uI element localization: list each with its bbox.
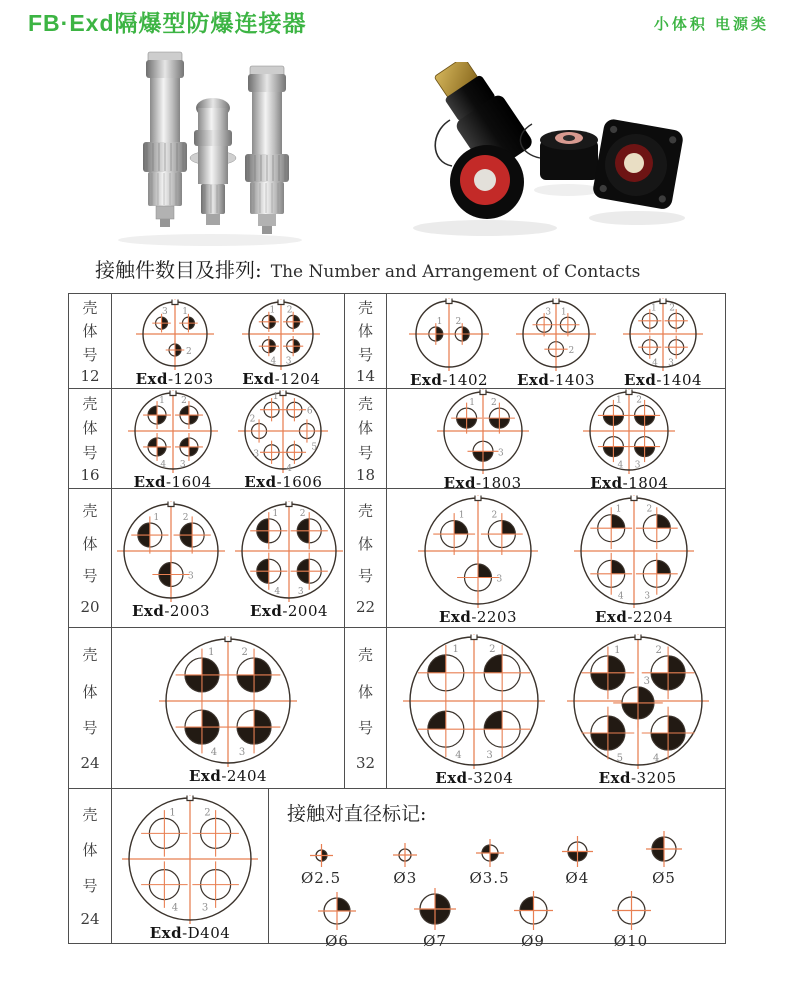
model-label xyxy=(136,370,214,388)
shell-number: 18 xyxy=(355,466,376,485)
contact-number-label: 1 xyxy=(169,806,176,818)
contact-diagram-exd-1203 xyxy=(131,295,219,388)
model-label xyxy=(150,924,231,942)
contact-diagram-exd-1606 xyxy=(233,386,333,491)
model-number: -1604 xyxy=(165,473,212,491)
shell-number: 24 xyxy=(80,910,100,929)
contact-number-label: 2 xyxy=(180,396,187,406)
shell-label-char: 壳 xyxy=(82,645,98,664)
table-row xyxy=(69,628,725,789)
diameter-marker-symbol xyxy=(413,887,457,931)
model-prefix: Exd xyxy=(135,369,168,388)
contact-number-label: 1 xyxy=(613,644,621,656)
contact-number-label: 2 xyxy=(249,414,256,425)
contact-number-label: 5 xyxy=(616,752,623,764)
model-number: -3205 xyxy=(630,768,677,787)
shell-size-cell-32 xyxy=(345,628,387,788)
model-prefix: Exd xyxy=(623,370,657,389)
model-prefix: Exd xyxy=(409,370,443,389)
contact-number-label: 3 xyxy=(496,574,503,584)
shell-label-char: 壳 xyxy=(357,502,373,521)
diameter-marker-label: Ø7 xyxy=(423,932,447,950)
black-plug-connector xyxy=(426,62,535,219)
contact-diagram-exd-1604 xyxy=(123,386,223,491)
model-number: -3204 xyxy=(467,768,514,787)
diameter-marker-d2.5 xyxy=(301,843,341,887)
shell-number: 16 xyxy=(80,466,100,485)
shell-label-char: 号 xyxy=(357,345,373,364)
contact-number-label: 3 xyxy=(286,356,292,367)
contact-diagram-exd-2203 xyxy=(413,491,543,626)
diagram-cell xyxy=(387,389,725,492)
table-row xyxy=(69,389,725,492)
contact-number-label: 3 xyxy=(238,746,246,758)
connector-face-drawing xyxy=(237,295,325,373)
contact-number-label: 3 xyxy=(644,590,651,601)
model-prefix: Exd xyxy=(188,766,222,785)
shell-label-char: 体 xyxy=(357,322,373,341)
model-number: -1402 xyxy=(442,370,489,389)
contact-number-label: 4 xyxy=(652,358,658,369)
model-label xyxy=(189,767,267,785)
contact-number-label: 4 xyxy=(210,746,218,758)
model-number: -1203 xyxy=(167,369,214,388)
diameter-marker-label: Ø2.5 xyxy=(301,869,342,887)
contact-number-label: 1 xyxy=(272,508,279,519)
contact-number-label: 5 xyxy=(311,442,318,453)
diagram-cell xyxy=(112,294,345,388)
shell-label-char: 号 xyxy=(82,876,98,895)
diameter-marker-symbol xyxy=(561,835,594,868)
shell-size-cell-14 xyxy=(345,294,387,388)
shell-size-cell-22 xyxy=(345,489,387,627)
diagram-cell xyxy=(112,389,345,491)
page-title: FB·Exd隔爆型防爆连接器 xyxy=(28,10,307,36)
diameter-marker-d3.5 xyxy=(470,838,510,887)
model-number: -D404 xyxy=(182,923,231,942)
contact-number-label: 1 xyxy=(269,304,276,315)
shell-label-char: 体 xyxy=(357,682,373,701)
contact-number-label: 2 xyxy=(455,316,462,327)
shell-label-char: 壳 xyxy=(357,298,373,317)
flange-receptacle xyxy=(592,118,685,211)
diameter-marker-label: Ø9 xyxy=(521,932,545,950)
diameter-marker-d9 xyxy=(489,890,577,950)
shell-size-cell-24 xyxy=(69,628,112,788)
contact-number-label: 4 xyxy=(652,752,660,764)
shell-size-cell-16 xyxy=(69,389,112,488)
section-title-en: The Number and Arrangement of Contacts xyxy=(270,262,641,282)
contact-number-label: 4 xyxy=(455,749,462,761)
diameter-marker-symbol xyxy=(392,842,418,868)
diameter-marker-label: Ø10 xyxy=(613,932,649,950)
contact-number-label: 2 xyxy=(491,510,498,520)
model-label xyxy=(250,602,328,620)
protective-cap xyxy=(520,124,598,180)
contact-number-label: 3 xyxy=(486,749,494,761)
diameter-marker-d4 xyxy=(561,835,594,887)
connector-face-drawing xyxy=(131,295,219,373)
contact-number-label: 2 xyxy=(489,643,496,655)
markers-title: 接触对直径标记: xyxy=(287,803,427,825)
shell-size-cell-18 xyxy=(345,389,387,488)
connector-face-drawing xyxy=(123,386,223,476)
contact-number-label: 4 xyxy=(171,902,179,914)
shell-label-char: 体 xyxy=(82,322,98,341)
product-photo-metal-connectors xyxy=(106,46,314,248)
contact-number-label: 2 xyxy=(636,395,643,406)
section-title xyxy=(95,254,640,283)
model-prefix: Exd xyxy=(242,369,275,388)
contact-number-label: 2 xyxy=(241,646,248,658)
model-number: -2203 xyxy=(471,607,518,626)
shell-label-char: 壳 xyxy=(82,502,98,521)
model-prefix: Exd xyxy=(438,607,472,626)
diameter-marker-d6 xyxy=(293,891,381,950)
shell-label-char: 壳 xyxy=(82,394,98,413)
model-prefix: Exd xyxy=(598,768,631,787)
diameter-marker-symbol xyxy=(475,838,505,868)
shell-label-char: 号 xyxy=(357,567,373,586)
contact-number-label: 1 xyxy=(616,395,623,406)
contact-diagram-exd-2404 xyxy=(154,632,302,785)
diameter-markers-panel xyxy=(269,789,725,950)
shell-size-cell-20 xyxy=(69,489,112,627)
contact-number-label: 1 xyxy=(181,306,188,317)
contact-number-label: 2 xyxy=(669,302,675,313)
contact-number-label: 4 xyxy=(617,590,624,601)
model-number: -2404 xyxy=(221,766,268,785)
model-number: -1804 xyxy=(622,474,669,492)
contact-diagram-exd-1403 xyxy=(511,294,601,389)
connector-face-drawing xyxy=(117,791,263,927)
contact-diagram-exd-3205 xyxy=(562,630,714,787)
diameter-marker-symbol xyxy=(645,830,683,868)
contact-number-label: 6 xyxy=(307,406,313,417)
model-label xyxy=(435,769,513,787)
model-label xyxy=(599,769,677,787)
diameter-marker-d7 xyxy=(391,887,479,950)
shell-label-char: 体 xyxy=(82,841,98,860)
diagram-cell xyxy=(387,489,725,627)
silver-connector-2 xyxy=(190,98,236,225)
model-number: -1403 xyxy=(549,370,596,389)
contact-number-label: 3 xyxy=(545,306,552,317)
contact-number-label: 1 xyxy=(436,316,443,327)
model-label xyxy=(132,602,210,620)
contact-diagram-exd-2004 xyxy=(230,497,348,620)
contact-number-label: 1 xyxy=(273,392,279,403)
model-number: -2204 xyxy=(627,607,674,626)
contact-number-label: 4 xyxy=(286,463,293,474)
diagram-cell xyxy=(387,628,725,788)
contact-number-label: 3 xyxy=(253,449,260,460)
model-prefix: Exd xyxy=(443,474,476,492)
contact-number-label: 1 xyxy=(560,306,567,317)
diagram-cell xyxy=(112,628,345,788)
contact-number-label: 1 xyxy=(158,396,165,406)
markers-row-1 xyxy=(287,826,711,887)
model-number: -1204 xyxy=(274,369,321,388)
contact-number-label: 4 xyxy=(274,586,281,597)
product-photo-black-connectors xyxy=(390,62,690,244)
shell-number: 22 xyxy=(355,597,376,616)
model-number: -2004 xyxy=(282,601,329,620)
diameter-marker-d3 xyxy=(392,842,418,887)
shell-label-char: 体 xyxy=(82,534,98,553)
diameter-marker-symbol xyxy=(513,890,554,931)
model-label xyxy=(242,370,320,388)
connector-face-drawing xyxy=(112,497,230,605)
contact-diagram-exd-2003 xyxy=(112,497,230,620)
shell-label-char: 体 xyxy=(82,419,98,438)
shell-size-cell-12 xyxy=(69,294,112,388)
contact-number-label: 2 xyxy=(299,508,306,519)
shell-number: 24 xyxy=(80,754,100,773)
table-row-bottom xyxy=(69,789,725,950)
diameter-marker-label: Ø3 xyxy=(393,869,418,887)
model-number: -1606 xyxy=(276,473,323,491)
contact-number-label: 2 xyxy=(204,806,211,818)
diameter-marker-symbol xyxy=(611,890,652,931)
contact-number-label: 3 xyxy=(643,675,650,687)
shell-label-char: 壳 xyxy=(357,394,373,413)
model-label xyxy=(439,608,517,626)
connector-face-drawing xyxy=(511,294,601,374)
contact-number-label: 1 xyxy=(651,302,657,313)
contact-number-label: 1 xyxy=(452,643,460,655)
contact-diagram-exd-1804 xyxy=(578,385,680,492)
model-number: -2003 xyxy=(164,601,211,620)
contact-number-label: 1 xyxy=(615,504,622,515)
model-prefix: Exd xyxy=(131,601,165,620)
model-prefix: Exd xyxy=(590,474,623,492)
connector-face-drawing xyxy=(404,294,494,374)
model-prefix: Exd xyxy=(249,601,283,620)
markers-row-2 xyxy=(287,887,711,950)
shell-label-char: 壳 xyxy=(82,298,98,317)
model-label xyxy=(595,608,673,626)
contact-number-label: 3 xyxy=(297,586,304,597)
contact-number-label: 1 xyxy=(208,646,215,658)
model-number: -1803 xyxy=(475,474,522,492)
model-number: -1404 xyxy=(656,370,703,389)
model-prefix: Exd xyxy=(244,473,277,491)
model-prefix: Exd xyxy=(435,768,468,787)
connector-face-drawing xyxy=(233,386,333,476)
diameter-marker-label: Ø5 xyxy=(652,869,676,887)
category-tag: 小体积 电源类 xyxy=(653,16,769,33)
contact-number-label: 3 xyxy=(188,571,194,581)
connector-face-drawing xyxy=(569,491,699,611)
contact-number-label: 1 xyxy=(458,510,465,520)
shell-label-char: 体 xyxy=(82,682,98,701)
contact-number-label: 1 xyxy=(468,398,475,409)
contact-number-label: 2 xyxy=(646,504,653,515)
contact-number-label: 4 xyxy=(617,460,624,471)
contact-diagram-exd-3204 xyxy=(398,630,550,787)
diameter-marker-label: Ø6 xyxy=(325,932,349,950)
table-row xyxy=(69,294,725,389)
section-title-zh: 接触件数目及排列: xyxy=(95,258,262,282)
contact-number-label: 2 xyxy=(182,512,189,523)
contact-number-label: 4 xyxy=(270,356,277,367)
contact-number-label: 2 xyxy=(490,398,497,409)
connector-face-drawing xyxy=(578,385,680,477)
shell-number: 14 xyxy=(355,367,376,386)
shell-number: 12 xyxy=(80,367,100,386)
shell-number: 32 xyxy=(355,754,376,773)
contact-number-label: 3 xyxy=(201,902,209,914)
contact-number-label: 3 xyxy=(179,460,186,470)
contact-diagram-exd-2204 xyxy=(569,491,699,626)
shell-label-char: 号 xyxy=(82,719,98,738)
silver-connector-1 xyxy=(143,52,187,227)
diameter-marker-d10 xyxy=(587,890,675,950)
connector-face-drawing xyxy=(154,632,302,770)
contact-number-label: 3 xyxy=(668,358,674,369)
contact-number-label: 2 xyxy=(568,345,575,356)
connector-face-drawing xyxy=(618,294,708,374)
diameter-marker-symbol xyxy=(309,843,334,868)
contact-number-label: 3 xyxy=(161,306,168,317)
shell-label-char: 号 xyxy=(82,443,98,462)
contacts-table xyxy=(68,293,726,950)
contact-number-label: 3 xyxy=(497,448,504,459)
table-row xyxy=(69,489,725,628)
shell-label-char: 号 xyxy=(82,567,98,586)
contact-diagram-exd-1204 xyxy=(237,295,325,388)
diameter-marker-symbol xyxy=(317,891,357,931)
shell-label-char: 壳 xyxy=(357,645,373,664)
shell-label-char: 体 xyxy=(357,419,373,438)
shell-number: 20 xyxy=(80,597,100,616)
contact-diagram-exd-1404 xyxy=(618,294,708,389)
diagram-cell xyxy=(112,789,269,943)
connector-face-drawing xyxy=(562,630,714,772)
contact-number-label: 3 xyxy=(635,460,641,471)
shell-label-char: 壳 xyxy=(82,805,98,824)
shell-label-char: 号 xyxy=(357,719,373,738)
contact-number-label: 2 xyxy=(655,644,662,656)
connector-face-drawing xyxy=(413,491,543,611)
contact-number-label: 4 xyxy=(160,460,166,470)
connector-face-drawing xyxy=(398,630,550,772)
contact-diagram-exd-1402 xyxy=(404,294,494,389)
model-prefix: Exd xyxy=(594,607,628,626)
shell-label-char: 体 xyxy=(357,534,373,553)
model-prefix: Exd xyxy=(516,370,550,389)
diagram-cell xyxy=(387,294,725,388)
contact-number-label: 2 xyxy=(287,304,293,315)
model-prefix: Exd xyxy=(133,473,166,491)
shell-label-char: 号 xyxy=(357,443,373,462)
contact-number-label: 2 xyxy=(185,346,192,357)
diameter-marker-label: Ø4 xyxy=(565,869,590,887)
contact-number-label: 1 xyxy=(153,512,160,523)
diameter-marker-d5 xyxy=(645,830,683,887)
connector-face-drawing xyxy=(230,497,348,605)
silver-connector-3 xyxy=(245,66,289,234)
contact-diagram-exd-1803 xyxy=(432,385,534,492)
diagram-cell xyxy=(112,489,345,627)
connector-face-drawing xyxy=(432,385,534,477)
model-prefix: Exd xyxy=(149,923,183,942)
shell-label-char: 号 xyxy=(82,345,98,364)
shell-size-cell-24 xyxy=(69,789,112,943)
diameter-marker-label: Ø3.5 xyxy=(469,869,510,887)
contact-diagram-exd-d404 xyxy=(117,791,263,942)
